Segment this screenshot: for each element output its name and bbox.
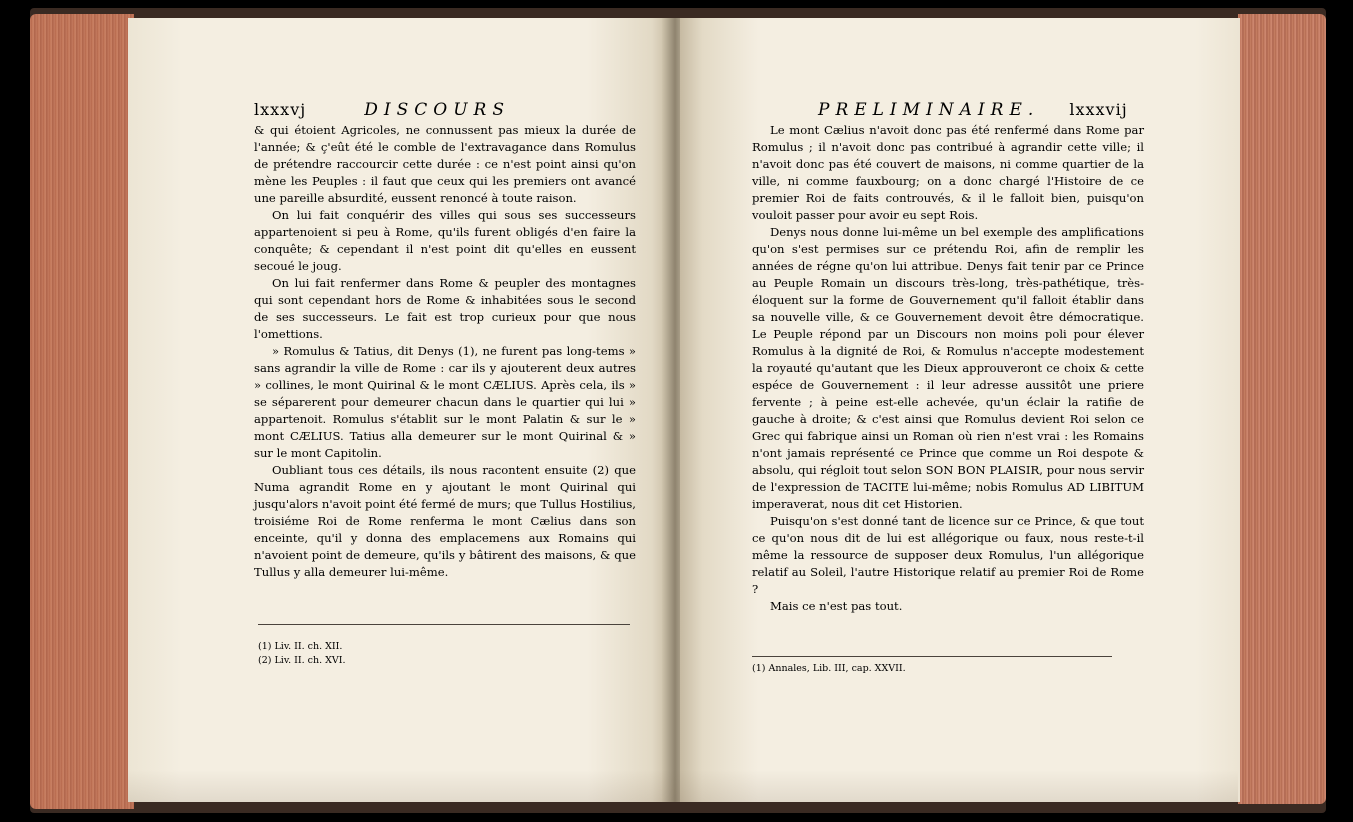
paragraph: Mais ce n'est pas tout. <box>770 599 903 613</box>
left-page-edges <box>30 14 134 809</box>
paragraph: & qui étoient Agricoles, ne connussent pas mieux la durée de l'année; & ç'eût été le comble de l'extravagance dans Romulus de prétendre raccourcir cette durée : ce n'est point ainsi qu'on mène les Peuples : il faut que ceux qui les premiers ont avancé une pareille absurdité, eussent renoncé à toute raison. <box>254 123 636 205</box>
footnote: (2) Liv. II. ch. XVI. <box>258 655 346 666</box>
right-page-edges <box>1238 14 1326 804</box>
paragraph: Puisqu'on s'est donné tant de licence sur ce Prince, & que tout ce qu'on nous dit de lui est allégorique ou faux, nous reste-t-il même la ressource de supposer deux Romulus, l'un allégorique relatif au Soleil, l'autre Historique relatif au premier Roi de Rome ? <box>752 514 1144 596</box>
left-footnotes <box>258 640 630 668</box>
right-page-body <box>752 122 1144 615</box>
left-running-title: DISCOURS <box>364 100 510 120</box>
paragraph: Le mont Cælius n'avoit donc pas été renfermé dans Rome par Romulus ; il n'avoit donc pas contribué à agrandir cette ville; il n'avoit donc pas été couvert de maisons, ni comme quartier de la ville, ni comme fauxbourg; on a donc chargé l'Histoire de ce premier Roi de faits controuvés, & il le falloit bien, puisqu'on vouloit passer pour avoir eu sept Rois. <box>752 123 1144 222</box>
left-page-number: lxxxvj <box>254 100 307 119</box>
footnote: (1) Liv. II. ch. XII. <box>258 641 343 652</box>
paragraph: On lui fait renfermer dans Rome & peupler des montagnes qui sont cependant hors de Rome & inhabitées sous le second de ses successeurs. Le fait est trop curieux pour que nous l'omettions. <box>254 276 636 341</box>
right-page-number: lxxxvij <box>1069 100 1128 119</box>
paragraph: » Romulus & Tatius, dit Denys (1), ne furent pas long-tems » sans agrandir la ville de Rome : car ils y ajouterent deux autres » collines, le mont Quirinal & le mont CÆLIUS. Après cela, ils » se séparerent pour demeurer chacun dans le quartier qui lui » appartenoit. Romulus s'établit sur le mont Palatin & sur le » mont CÆLIUS. Tatius alla demeurer sur le mont Quirinal & » sur le mont Capitolin. <box>254 344 636 460</box>
left-page-body <box>254 122 636 581</box>
left-page-header <box>254 100 654 120</box>
right-page-header <box>818 100 1178 120</box>
footnote-rule <box>258 624 630 625</box>
right-footnotes <box>752 662 1112 676</box>
footnote: (1) Annales, Lib. III, cap. XXVII. <box>752 663 906 674</box>
paragraph: Denys nous donne lui-même un bel exemple des amplifications qu'on s'est permises sur ce prétendu Roi, afin de remplir les années de régne qu'on lui attribue. Denys fait tenir par ce Prince au Peuple Romain un discours très-long, très-pathétique, très-éloquent sur la forme de Gouvernement qu'il falloit établir dans sa nouvelle ville, & ce Gouvernement devoit être démocratique. Le Peuple répond par un Discours non moins poli pour élever Romulus à la dignité de Roi, & Romulus n'accepte modestement la royauté qu'autant que les Dieux approuveront ce choix & cette espéce de Gouvernement : il leur adresse aussitôt une priere fervente ; à peine est-elle achevée, qu'un éclair la ratifie de gauche à droite; & c'est ainsi que Romulus devient Roi selon ce Grec qui fabrique ainsi un Roman où rien n'est vrai : les Romains n'ont jamais représenté ce Prince que comme un Roi despote & absolu, qui régloit tout selon SON BON PLAISIR, pour nous servir de l'expression de TACITE lui-même; nobis Romulus AD LIBITUM imperaverat, nous dit cet Historien. <box>752 225 1144 511</box>
footnote-rule <box>752 656 1112 657</box>
right-running-title: PRELIMINAIRE. <box>818 100 1040 120</box>
paragraph: Oubliant tous ces détails, ils nous racontent ensuite (2) que Numa agrandit Rome en y ajoutant le mont Quirinal qui jusqu'alors n'avoit point été fermé de murs; que Tullus Hostilius, troisiéme Roi de Rome renferma le mont Cælius dans son enceinte, qu'il y donna des emplacemens aux Romains qui n'avoient point de demeure, qu'ils y bâtirent des maisons, & que Tullus y alla demeurer lui-même. <box>254 463 636 579</box>
paragraph: On lui fait conquérir des villes qui sous ses successeurs appartenoient si peu à Rome, qu'ils furent obligés d'en faire la conquête; & cependant il n'est point dit qu'elles en eussent secoué le joug. <box>254 208 636 273</box>
